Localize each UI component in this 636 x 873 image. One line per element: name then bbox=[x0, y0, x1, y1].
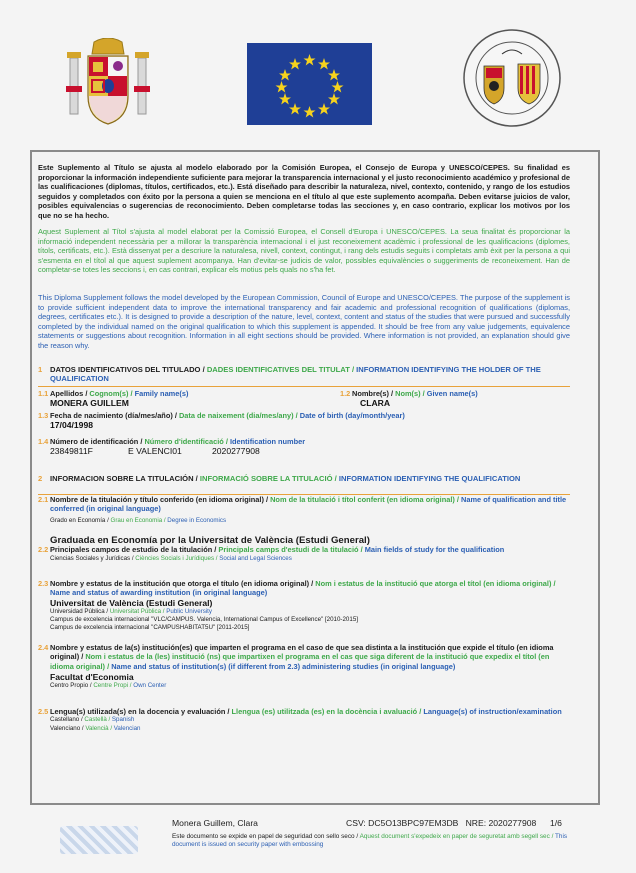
intro-spanish: Este Suplemento al Título se ajusta al modelo elaborado por la Comisión Europea, el Consejo de Europa y UNESCO/CEPES. Su finalidad es proporcionar la información independiente suficiente para mejorar la transparencia internacional y el justo reconocimiento académico y profesional de las cualificaciones (diplomas, títulos, certificados, etc.). Está diseñado para describir la naturaleza, nivel, contexto, contenido, y rango de los estudios seguidos y completados con éxito por la persona a quien se menciona en el título al que este suplemento acompaña. Deben evitarse juicios de valor, posibles equivalencias o sugerencias de reconocimiento. Deben completarse todas las secciones y, en caso contrario, explicar los motivos por los que no se ha hecho. bbox=[38, 163, 570, 220]
field-1-4-identification-number: 1.4 Número de identificación / Número d'identificació / Identification number 23849811F E VALENCI01 2020277908 bbox=[38, 437, 306, 457]
field-2-3-awarding-institution: 2.3 Nombre y estatus de la institución que otorga el título (en idioma original) / Nom i estatus de la institució que atorga el títol (en idioma original) / Name and status of awarding institution (in original language) Universitat de València (Estudi General) Universidad Pública / Universitat Pública / Public University Campus de excelencia internacional "VLC/CAMPUS. Valencia, International Campus of Excellence" [2010-2015] Campus de excelencia internacional "CAMPUSHABITAT5U" [2011-2015] bbox=[38, 579, 570, 632]
field-1-1-family-name: 1.1 Apellidos / Cognom(s) / Family name(s) MONERA GUILLEM bbox=[38, 389, 328, 408]
hologram-icon bbox=[60, 826, 138, 854]
section-2-heading: 2 INFORMACION SOBRE LA TITULACIÓN / INFORMACIÓ SOBRE LA TITULACIÓ / INFORMATION IDENTIFYING THE QUALIFICATION bbox=[38, 474, 521, 483]
footer-page-number: 1/6 bbox=[550, 818, 562, 828]
footer-security-note: Este documento se expide en papel de seguridad con sello seco / Aquest document s'expedeix en paper de seguretat amb segell sec / This document is issued on security paper with embossing bbox=[172, 833, 568, 849]
id-number-value: 23849811F bbox=[50, 446, 93, 457]
id-nre-value: 2020277908 bbox=[212, 446, 260, 457]
university-seal-icon bbox=[462, 28, 562, 128]
field-2-1-qualification-name: 2.1 Nombre de la titulación y título conferido (en idioma original) / Nom de la titulació i títol conferit (en idioma original) / Name of qualification and title conferred (in original language) Grado en Economía / Grau en Economia / Degree in Economics Graduada en Economía por la Universitat de València (Estudi General) bbox=[38, 495, 570, 546]
awarding-institution-value: Universitat de València (Estudi General) bbox=[50, 597, 213, 608]
eu-flag-icon bbox=[247, 43, 372, 125]
qualification-name-value: Graduada en Economía por la Universitat de València (Estudi General) bbox=[50, 535, 370, 547]
footer-holder-name: Monera Guillem, Clara bbox=[172, 818, 258, 828]
intro-catalan: Aquest Suplement al Títol s'ajusta al model elaborat per la Comissió Europea, el Consell d'Europa i UNESCO/CEPES. La seua finalitat és proporcionar la informació independent necessària per a millorar la transparència internacional i el just reconeixement acadèmic i professional de les qualificacions (diplomes, títols, certificats, etc.). Està dissenyat per a descriure la naturalesa, nivell, context, contingut, i rang dels estudis seguits i completats amb èxit per la persona a qui s'esmenta en el títol al que aquest suplement acompanya. Han d'evitar-se judicis de valor, possibles equivalències o suggeriments de reconeixement. Han de completar-se totes les seccions i, en cas contrari, explicar els motius pels quals no s'ha fet. bbox=[38, 227, 570, 275]
field-2-2-fields-of-study: 2.2 Principales campos de estudio de la titulación / Principals camps d'estudi de la titulació / Main fields of study for the qualification Ciencias Sociales y Jurídicas / Ciències Socials i Jurídiques / Social and Legal Sciences bbox=[38, 545, 505, 563]
field-1-3-date-of-birth: 1.3 Fecha de nacimiento (día/mes/año) / Data de naixement (dia/mes/any) / Date of birth (day/month/year) 17/04/1998 bbox=[38, 411, 570, 430]
id-country-value: E VALENCI01 bbox=[128, 446, 182, 457]
given-name-value: CLARA bbox=[360, 398, 391, 409]
footer-csv-nre: CSV: DC5O13BPC97EM3DB NRE: 2020277908 bbox=[346, 818, 537, 828]
spain-coat-of-arms-icon bbox=[62, 38, 154, 128]
administering-institution-value: Facultat d'Economia bbox=[50, 672, 134, 683]
field-2-4-administering-institution: 2.4 Nombre y estatus de la(s) institución(es) que imparten el programa en el caso de que sea distinta a la institución que expide el título (en idioma original) / Nom i estatus de la (les) institució (ns) que impartixen el programa en el cas que siga diferent de la institució que expedix el títol (en idioma original) / Name and status of institution(s) (if different from 2.3) administering studies (in original language) Facultat d'Economia Centro Propio / Centre Propi / Own Center bbox=[38, 643, 570, 690]
date-of-birth-value: 17/04/1998 bbox=[50, 420, 94, 431]
field-2-5-languages: 2.5 Lengua(s) utilizada(s) en la docencia y evaluación / Llengua (es) utilitzada (es) en la docència i avaluació / Language(s) of instruction/examination Castellano / Castellà / Spanish Valenciano / Valencià / Valencian bbox=[38, 707, 562, 732]
field-1-2-given-name: 1.2 Nombre(s) / Nom(s) / Given name(s) CLARA bbox=[340, 389, 570, 408]
intro-english: This Diploma Supplement follows the model developed by the European Commission, Council of Europe and UNESCO/CEPES. The purpose of the supplement is to provide sufficient independent data to improve the international transparency and fair academic and professional recognition of qualifications (diplomas, degrees, certificates etc.). It is designed to provide a description of the nature, level, context, content and status of the studies that were pursued and successfully completed by the individual named on the original qualification to which this supplement is appended. It should be free from any value judgements, equivalence statements or suggestions about recognition. Information in all eight sections should be provided. Where information is not provided, an explanation should give the reason why. bbox=[38, 293, 570, 350]
family-name-value: MONERA GUILLEM bbox=[50, 398, 129, 409]
section-1-rule bbox=[38, 386, 570, 387]
section-1-heading: 1 DATOS IDENTIFICATIVOS DEL TITULADO / DADES IDENTIFICATIVES DEL TITULAT / INFORMATION IDENTIFYING THE HOLDER OF THE QUALIFICATION bbox=[38, 365, 541, 384]
